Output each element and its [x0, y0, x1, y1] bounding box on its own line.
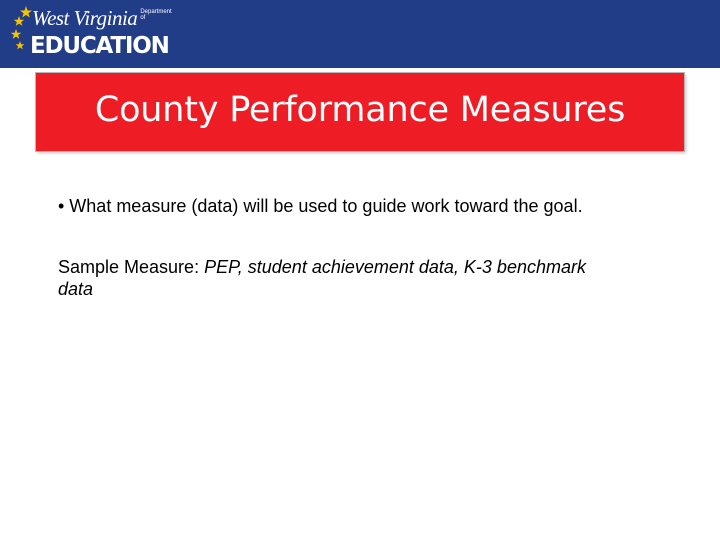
logo-wordmark: EDUCATION: [30, 33, 169, 59]
logo-top-line: [32, 6, 172, 31]
sample-measure-value: PEP, student achievement data, K-3 benchmark data: [58, 257, 586, 299]
sample-measure-label: Sample Measure:: [58, 257, 205, 277]
logo-department: Department of: [140, 9, 172, 21]
wv-education-logo[interactable]: [10, 4, 172, 64]
bullet-point: • What measure (data) will be used to guide work toward the goal.: [58, 196, 583, 216]
slide-title: County Performance Measures: [94, 90, 626, 130]
title-box: [36, 73, 684, 151]
sample-measure: [58, 256, 618, 300]
logo-state-name: West Virginia: [32, 6, 138, 30]
header-bar: [0, 0, 720, 68]
